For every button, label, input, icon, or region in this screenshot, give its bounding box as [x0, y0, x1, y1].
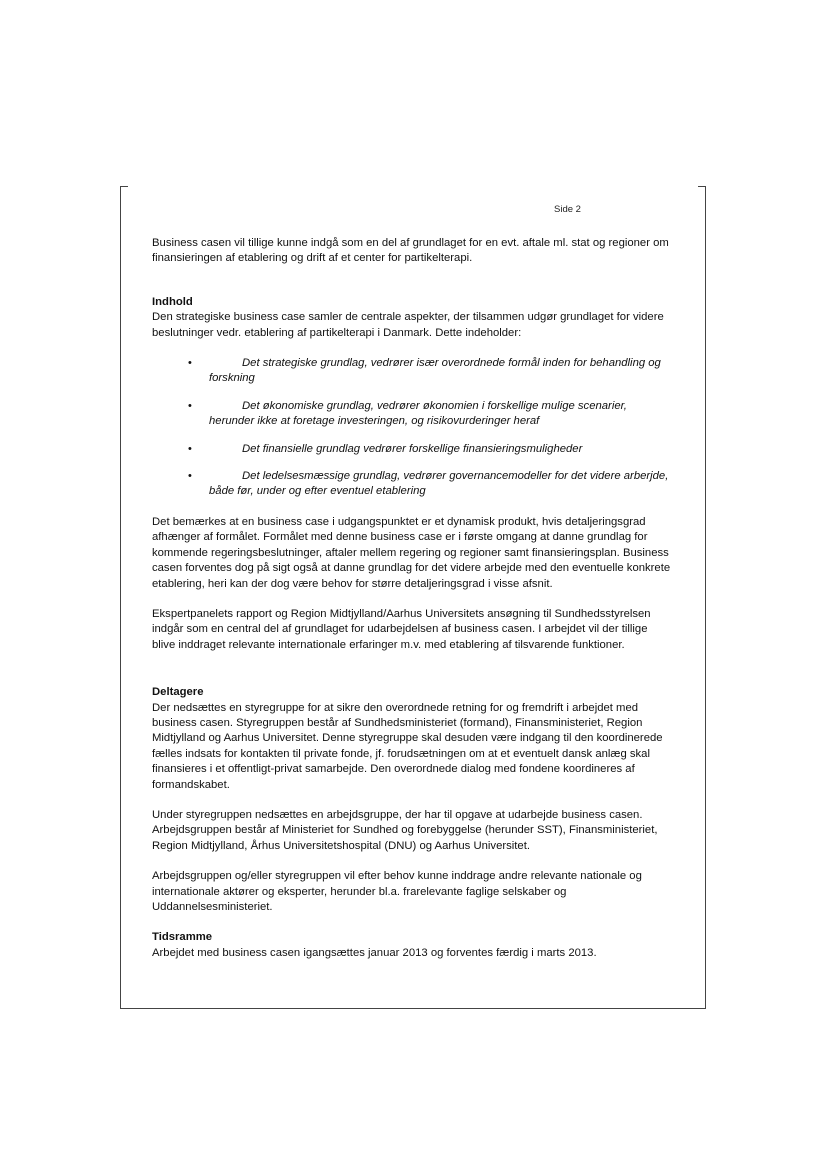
bullet-dot-icon: •	[188, 442, 192, 455]
document-body	[152, 236, 672, 961]
section-heading-tidsramme: Tidsramme	[152, 931, 213, 944]
section-heading-indhold: Indhold	[152, 295, 193, 308]
indhold-paragraph: Den strategiske business case samler de centrale aspekter, der tilsammen udgør grundlaget for videre beslutninger vedr. etablering af partikelterapi i Danmark. Dette indeholder:	[152, 311, 664, 339]
list-item	[152, 399, 672, 430]
bullet-text: Det strategiske grundlag, vedrører især overordnede formål inden for behandling og forskning	[209, 357, 661, 385]
bullet-text: Det ledelsesmæssige grundlag, vedrører governancemodeller for det videre arberjde, både før, under og efter eventuel etablering	[209, 470, 669, 498]
deltagere-paragraph-2: Under styregruppen nedsættes en arbejdsgruppe, der har til opgave at udarbejde business casen. Arbejdsgruppen består af Ministeriet for Sundhed og forebyggelse (herunder SST), Finansministeriet, Region Midtjylland, Århus Universitetshospital (DNU) og Aarhus Universitet.	[152, 808, 658, 852]
frame-corner-right	[698, 186, 706, 187]
intro-paragraph: Business casen vil tillige kunne indgå som en del af grundlaget for en evt. aftale ml. stat og regioner om finansieringen af etablering og drift af et center for partikelterapi.	[152, 237, 669, 265]
tidsramme-paragraph: Arbejdet med business casen igangsættes januar 2013 og forventes færdig i marts 2013.	[152, 946, 597, 959]
section-heading-deltagere: Deltagere	[152, 686, 204, 699]
deltagere-paragraph-1: Der nedsættes en styregruppe for at sikre den overordnede retning for og fremdrift i arbejdet med business casen. Styregruppen består af Sundhedsministeriet (formand), Finansministeriet, Region Midtjylland og Aarhus Universitet. Denne styregruppe skal desuden være indgang til den koordinerede fælles indsats for kontakten til private fonde, jf. forudsætningen om at et eventuelt dansk anlæg skal finansieres i et offentligt-privat samarbejde. Den overordnede dialog med fondene koordineres af formandskabet.	[152, 701, 663, 791]
list-item	[152, 356, 672, 387]
page-number: Side 2	[554, 204, 581, 215]
list-item	[152, 469, 672, 500]
bullet-dot-icon: •	[188, 470, 192, 483]
deltagere-paragraph-3: Arbejdsgruppen og/eller styregruppen vil efter behov kunne inddrage andre relevante nationale og internationale aktører og eksperter, herunder bl.a. frarelevante faglige selskaber og Uddannelsesministeriet.	[152, 870, 642, 913]
frame-corner-left	[120, 186, 128, 187]
bullet-text: Det finansielle grundlag vedrører forskellige finansieringsmuligheder	[242, 442, 583, 455]
bullet-dot-icon: •	[188, 357, 192, 370]
bullet-text: Det økonomiske grundlag, vedrører økonomien i forskellige mulige scenarier, herunder ikke at foretage investeringen, og risikovurderinger heraf	[209, 399, 627, 428]
list-item	[152, 442, 672, 457]
indhold-bullet-list	[152, 356, 672, 500]
indhold-paragraph-3: Ekspertpanelets rapport og Region Midtjylland/Aarhus Universitets ansøgning til Sundhedsstyrelsen indgår som en central del af grundlaget for udarbejdelsen af business casen. I arbejdet vil der tillige blive inddraget relevante internationale erfaringer m.v. med etablering af tilsvarende funktioner.	[152, 607, 651, 651]
indhold-paragraph-2: Det bemærkes at en business case i udgangspunktet er et dynamisk produkt, hvis detaljeringsgrad afhænger af formålet. Formålet med denne business case er i første omgang at danne grundlag for kommende regeringsbeslutninger, aftaler mellem regering og regioner samt finansieringsplan. Business casen forventes dog på sigt også at danne grundlag for det videre arbejde med den eventuelle konkrete etablering, heri kan der dog være behov for større detaljeringsgrad i visse afsnit.	[152, 515, 671, 590]
bullet-dot-icon: •	[188, 399, 192, 412]
